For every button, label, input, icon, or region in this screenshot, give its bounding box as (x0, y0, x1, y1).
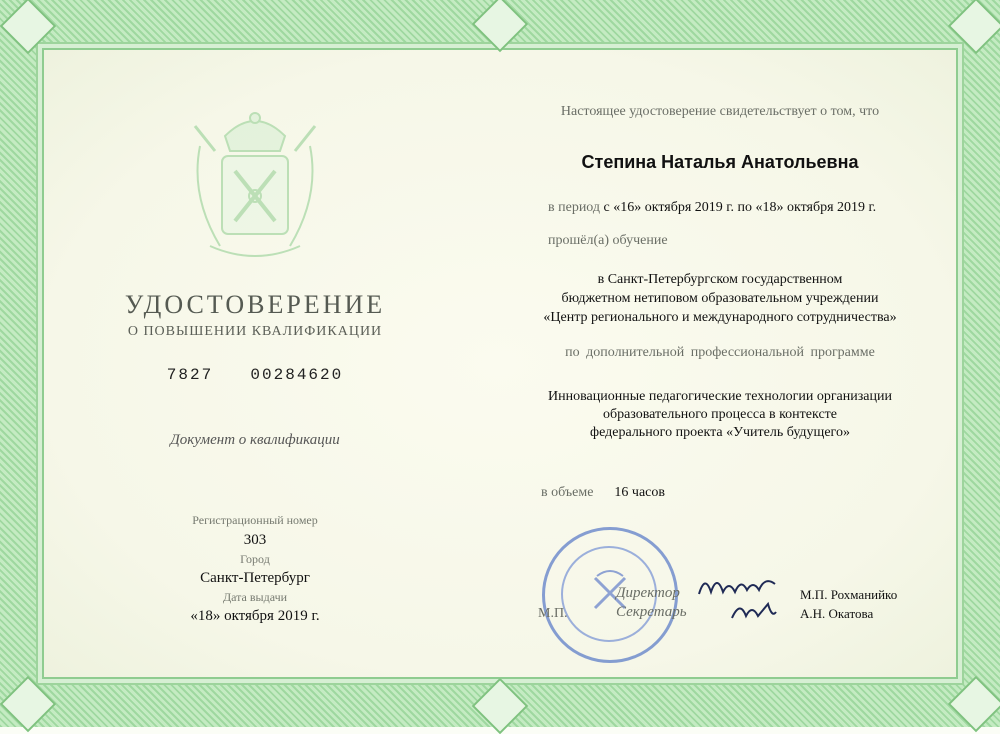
institution-line: «Центр регионального и международного сотрудничества» (543, 310, 897, 325)
program-line: Инновационные педагогические технологии организации (548, 389, 892, 404)
director-name: М.П. Рохманийко (800, 587, 898, 602)
secretary-signature-icon (728, 598, 778, 626)
program-line: федерального проекта «Учитель будущего» (590, 425, 850, 440)
volume-value: 16 часов (614, 485, 666, 500)
trained-label: прошёл(а) обучение (548, 233, 668, 248)
document-subtitle: О ПОВЫШЕНИИ КВАЛИФИКАЦИИ (127, 324, 383, 339)
issue-date-label: Дата выдачи (222, 590, 288, 604)
serial-number (120, 366, 390, 384)
institution-block (520, 270, 920, 327)
period-value: с «16» октября 2019 г. по «18» октября 2019 г. (603, 200, 877, 215)
volume-line (541, 485, 841, 501)
document-title: УДОСТОВЕРЕНИЕ (124, 290, 386, 319)
city-value: Санкт-Петербург (200, 570, 310, 586)
secretary-name: А.Н. Окатова (800, 606, 874, 621)
holder-full-name: Степина Наталья Анатольевна (581, 152, 859, 172)
institution-line: в Санкт-Петербургском государственном (597, 272, 843, 287)
serial-series: 7827 (166, 366, 214, 384)
serial-digits: 00284620 (250, 366, 344, 384)
stamp-place-label: М.П. (538, 606, 568, 621)
period-label: в период (548, 200, 601, 215)
program-line: образовательного процесса в контексте (602, 407, 838, 422)
saint-petersburg-coat-of-arms-icon (180, 96, 330, 261)
registration-label: Регистрационный номер (192, 513, 318, 527)
secretary-label: Секретарь (616, 604, 687, 620)
institution-line: бюджетном нетиповом образовательном учреждении (561, 291, 879, 306)
director-label: Директор (616, 585, 680, 601)
city-label: Город (240, 552, 270, 566)
volume-label: в объеме (541, 485, 594, 500)
document-type: Документ о квалификации (170, 432, 340, 448)
period-line (548, 200, 928, 216)
program-block (520, 388, 920, 442)
program-label: по дополнительной профессиональной программе (565, 345, 875, 360)
intro-text: Настоящее удостоверение свидетельствует о том, что (560, 104, 880, 119)
issue-date-value: «18» октября 2019 г. (190, 608, 320, 624)
registration-number: 303 (243, 532, 267, 548)
